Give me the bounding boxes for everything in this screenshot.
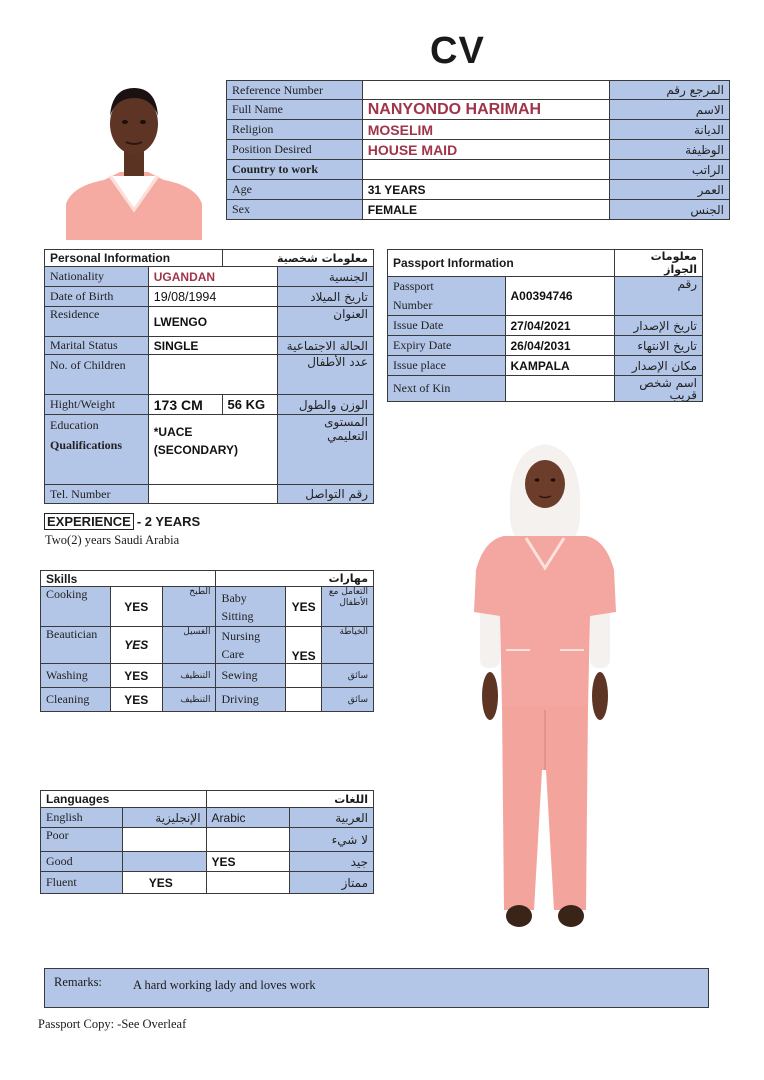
passport-number-label-line1: Passport [393, 279, 434, 293]
residence-label: Residence [45, 307, 149, 337]
reference-number-value [362, 81, 610, 100]
baby-sitting-value: YES [286, 587, 322, 627]
nationality-label: Nationality [45, 267, 149, 287]
children-label: No. of Children [45, 355, 149, 395]
headshot-photo [66, 66, 202, 240]
education-value-line1: *UACE [153, 425, 193, 439]
reference-number-label-ar: المرجع رقم [610, 81, 730, 100]
experience-detail: Two(2) years Saudi Arabia [45, 533, 180, 547]
education-label: Education [50, 418, 99, 432]
english-good-value [122, 852, 206, 872]
sewing-label-ar: سائق [322, 664, 374, 688]
english-label-ar: الإنجليزية [122, 808, 206, 828]
cooking-value: YES [110, 587, 162, 627]
cooking-label: Cooking [41, 587, 111, 627]
dob-value: 19/08/1994 [148, 287, 278, 307]
driving-value [286, 688, 322, 712]
nursing-care-label-line2: Care [221, 647, 245, 661]
issue-date-label: Issue Date [388, 316, 506, 336]
washing-label-ar: التنظيف [162, 664, 216, 688]
height-value: 173 CM [148, 395, 222, 415]
issue-place-label-ar: مكان الإصدار [615, 356, 703, 376]
age-label-ar: العمر [610, 180, 730, 200]
beautician-value: YES [110, 627, 162, 664]
personal-info-table [44, 249, 374, 504]
next-of-kin-label: Next of Kin [388, 376, 506, 402]
header-info-table [226, 80, 730, 220]
languages-heading-ar: اللغات [206, 791, 373, 808]
english-fluent-value: YES [122, 872, 206, 894]
marital-status-label: Marital Status [45, 337, 149, 355]
baby-sitting-label-ar-line1: التعامل مع [328, 587, 368, 597]
marital-status-value: SINGLE [148, 337, 278, 355]
arabic-good-value: YES [206, 852, 290, 872]
cleaning-value: YES [110, 688, 162, 712]
passport-info-table [387, 249, 703, 402]
tel-number-label-ar: رقم التواصل [278, 485, 374, 504]
skills-table [40, 570, 374, 712]
education-label-ar: المستوى التعليمي [278, 415, 374, 485]
passport-number-label-ar: رقم [615, 277, 703, 316]
cleaning-label-ar: التنظيف [162, 688, 216, 712]
beautician-label: Beautician [41, 627, 111, 664]
dob-label: Date of Birth [45, 287, 149, 307]
languages-table [40, 790, 374, 894]
passport-copy-note: Passport Copy: -See Overleaf [38, 1017, 187, 1031]
age-label: Age [227, 180, 363, 200]
full-body-photo [470, 440, 620, 932]
issue-place-value: KAMPALA [505, 356, 615, 376]
passport-number-label-line2: Number [393, 298, 433, 312]
personal-info-heading: Personal Information [45, 250, 223, 267]
full-name-label-ar: الاسم [610, 100, 730, 120]
sewing-label: Sewing [216, 664, 286, 688]
level-poor-label-ar: لا شيء [290, 828, 374, 852]
sex-value: FEMALE [362, 200, 610, 220]
arabic-fluent-value [206, 872, 290, 894]
washing-value: YES [110, 664, 162, 688]
level-good-label-ar: جيد [290, 852, 374, 872]
height-weight-label: Hight/Weight [45, 395, 149, 415]
english-poor-value [122, 828, 206, 852]
expiry-date-value: 26/04/2031 [505, 336, 615, 356]
issue-date-label-ar: تاريخ الإصدار [615, 316, 703, 336]
remarks-box [44, 968, 709, 1008]
dob-label-ar: تاريخ الميلاد [278, 287, 374, 307]
arabic-label: Arabic [206, 808, 290, 828]
tel-number-label: Tel. Number [45, 485, 149, 504]
page-title: CV [430, 30, 485, 72]
residence-value: LWENGO [148, 307, 278, 337]
english-label: English [41, 808, 123, 828]
nursing-care-label-line1: Nursing [221, 629, 261, 643]
baby-sitting-label-ar-line2: الأطفال [339, 598, 368, 608]
country-to-work-label-ar: الراتب [610, 160, 730, 180]
beautician-label-ar: الغسيل [162, 627, 216, 664]
skills-heading: Skills [41, 571, 216, 587]
experience-label: EXPERIENCE [44, 513, 134, 530]
baby-sitting-label-line2: Sitting [221, 608, 254, 623]
passport-info-heading-ar: معلومات الجواز [615, 250, 703, 277]
education-value-line2: (SECONDARY) [153, 443, 238, 457]
driving-label: Driving [216, 688, 286, 712]
level-fluent-label: Fluent [41, 872, 123, 894]
washing-label: Washing [41, 664, 111, 688]
children-value [148, 355, 278, 395]
issue-date-value: 27/04/2021 [505, 316, 615, 336]
expiry-date-label: Expiry Date [388, 336, 506, 356]
religion-label: Religion [227, 120, 363, 140]
next-of-kin-value [505, 376, 615, 402]
driving-label-ar: سائق [322, 688, 374, 712]
residence-label-ar: العنوان [278, 307, 374, 337]
level-good-label: Good [41, 852, 123, 872]
arabic-poor-value [206, 828, 290, 852]
children-label-ar: عدد الأطفال [278, 355, 374, 395]
personal-info-heading-ar: معلومات شخصية [222, 250, 373, 267]
next-of-kin-label-ar: اسم شخص قريب [615, 376, 703, 402]
level-poor-label: Poor [41, 828, 123, 852]
country-to-work-value [362, 160, 610, 180]
country-to-work-label: Country to work [227, 160, 363, 180]
position-desired-label-ar: الوظيفة [610, 140, 730, 160]
issue-place-label: Issue place [388, 356, 506, 376]
level-fluent-label-ar: ممتاز [290, 872, 374, 894]
experience-years: - 2 YEARS [136, 514, 201, 529]
age-value: 31 YEARS [362, 180, 610, 200]
weight-value: 56 KG [222, 395, 278, 415]
tel-number-value [148, 485, 278, 504]
sex-label-ar: الجنس [610, 200, 730, 220]
expiry-date-label-ar: تاريخ الانتهاء [615, 336, 703, 356]
nationality-value: UGANDAN [148, 267, 278, 287]
sewing-value [286, 664, 322, 688]
nursing-care-value: YES [286, 627, 322, 664]
full-name-value: NANYONDO HARIMAH [362, 100, 610, 120]
passport-number-value: A00394746 [505, 277, 615, 316]
cooking-label-ar: الطبخ [162, 587, 216, 627]
full-name-label: Full Name [227, 100, 363, 120]
languages-heading: Languages [41, 791, 207, 808]
baby-sitting-label-line1: Baby [221, 590, 247, 605]
sex-label: Sex [227, 200, 363, 220]
height-weight-label-ar: الوزن والطول [278, 395, 374, 415]
reference-number-label: Reference Number [227, 81, 363, 100]
remarks-text: A hard working lady and loves work [133, 978, 316, 992]
position-desired-label: Position Desired [227, 140, 363, 160]
qualifications-label: Qualifications [50, 438, 123, 452]
nationality-label-ar: الجنسية [278, 267, 374, 287]
position-desired-value: HOUSE MAID [362, 140, 610, 160]
marital-status-label-ar: الحالة الاجتماعية [278, 337, 374, 355]
religion-label-ar: الديانة [610, 120, 730, 140]
remarks-label: Remarks: [54, 975, 102, 989]
nursing-care-label-ar: الخياطة [322, 627, 374, 664]
religion-value: MOSELIM [362, 120, 610, 140]
arabic-label-ar: العربية [290, 808, 374, 828]
cleaning-label: Cleaning [41, 688, 111, 712]
skills-heading-ar: مهارات [216, 571, 374, 587]
passport-info-heading: Passport Information [388, 250, 615, 277]
